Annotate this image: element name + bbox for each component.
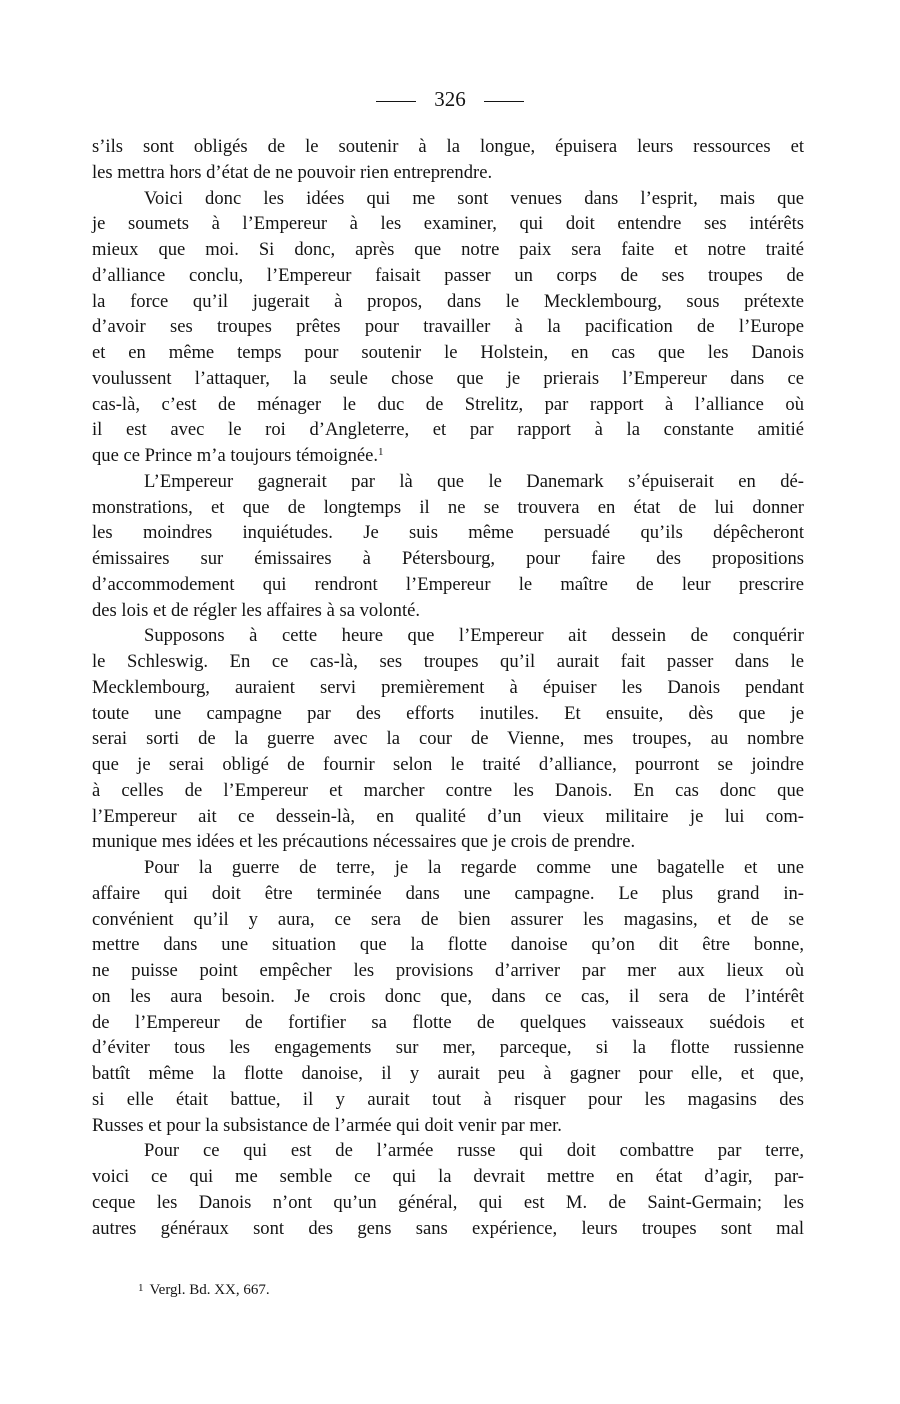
- footnote-mark: 1: [138, 1282, 144, 1294]
- text-line: que je serai obligé de fournir selon le traité d’alliance, pourront se joindre: [92, 754, 804, 775]
- text-line: on les aura besoin. Je crois donc que, dans ce cas, il sera de l’intérêt: [92, 985, 804, 1007]
- footnote-reference: 1: [378, 446, 384, 458]
- text-line: s’ils sont obligés de le soutenir à la longue, épuisera leurs ressources et: [92, 136, 804, 157]
- text-line: l’Empereur ait ce dessein-là, en qualité d’un vieux militaire je lui com-: [92, 805, 804, 827]
- header-rule-right: [484, 101, 524, 102]
- text-line: il est avec le roi d’Angleterre, et par rapport à la constante amitié: [92, 419, 804, 441]
- text-line: si elle était battue, il y aurait tout à risquer pour les magasins des: [92, 1088, 804, 1110]
- page-number: 326: [434, 87, 466, 111]
- page-header: [0, 84, 900, 114]
- text-line: mieux que moi. Si donc, après que notre paix sera faite et notre traité: [92, 239, 804, 260]
- text-line: d’accommodement qui rendront l’Empereur le maître de leur prescrire: [92, 573, 804, 595]
- text-line: des lois et de régler les affaires à sa volonté.: [92, 599, 421, 621]
- footnote-text: Vergl. Bd. XX, 667.: [149, 1282, 270, 1298]
- paragraph: [92, 469, 804, 624]
- text-line: Supposons à cette heure que l’Empereur ait dessein de conquérir: [144, 625, 804, 647]
- text-line: affaire qui doit être terminée dans une campagne. Le plus grand in-: [92, 882, 804, 904]
- paragraph: [92, 623, 804, 855]
- text-line: que ce Prince m’a toujours témoignée.$^1$: [92, 445, 384, 466]
- paragraph: [92, 134, 804, 186]
- text-line: de l’Empereur de fortifier sa flotte de quelques vaisseaux suédois et: [92, 1011, 804, 1033]
- paragraph: [92, 1138, 804, 1241]
- text-line: ne puisse point empêcher les provisions d’arriver par mer aux lieux où: [92, 960, 804, 981]
- text-line: le Schleswig. En ce cas-là, ses troupes qu’il aurait fait passer dans le: [92, 651, 804, 672]
- paragraph: [92, 186, 804, 469]
- text-line: convénient qu’il y aura, ce sera de bien assurer les magasins, et de se: [92, 908, 804, 930]
- text-line: les mettra hors d’état de ne pouvoir rien entreprendre.: [92, 161, 493, 183]
- text-line: voici ce qui me semble ce qui la devrait mettre en état d’agir, par-: [92, 1166, 804, 1187]
- header-rule-left: [376, 101, 416, 102]
- text-line: à celles de l’Empereur et marcher contre les Danois. En cas donc que: [92, 779, 804, 801]
- text-line: d’avoir ses troupes prêtes pour travailler à la pacification de l’Europe: [92, 316, 804, 338]
- text-line: les moindres inquiétudes. Je suis même persuadé qu’ils dépêcheront: [92, 522, 804, 544]
- text-line: Pour ce qui est de l’armée russe qui doit combattre par terre,: [144, 1140, 804, 1162]
- text-line: la force qu’il jugerait à propos, dans le Mecklembourg, sous prétexte: [92, 290, 804, 312]
- text-line: je soumets à l’Empereur à les examiner, qui doit entendre ses intérêts: [92, 213, 804, 235]
- text-line: munique mes idées et les précautions nécessaires que je crois de prendre.: [92, 831, 636, 853]
- text-line: mettre dans une situation que la flotte danoise qu’on dit être bonne,: [92, 934, 804, 956]
- text-line: ceque les Danois n’ont qu’un général, qui est M. de Saint-Germain; les: [92, 1191, 804, 1213]
- text-line: autres généraux sont des gens sans expérience, leurs troupes sont mal: [92, 1217, 804, 1239]
- text-line: émissaires sur émissaires à Pétersbourg, pour faire des propositions: [92, 548, 804, 569]
- text-line: d’alliance conclu, l’Empereur faisait passer un corps de ses troupes de: [92, 264, 804, 286]
- text-line: serai sorti de la guerre avec la cour de Vienne, mes troupes, au nombre: [92, 728, 804, 750]
- text-line: voulussent l’attaquer, la seule chose que je prierais l’Empereur dans ce: [92, 367, 804, 389]
- text-line: monstrations, et que de longtemps il ne se trouvera en état de lui donner: [92, 496, 804, 518]
- text-line: Pour la guerre de terre, je la regarde comme une bagatelle et une: [144, 857, 804, 878]
- text-line: d’éviter tous les engagements sur mer, parceque, si la flotte russienne: [92, 1037, 804, 1059]
- text-line: battît même la flotte danoise, il y aurait peu à gagner pour elle, et que,: [92, 1063, 804, 1084]
- paragraph: [92, 855, 804, 1138]
- text-line: cas-là, c’est de ménager le duc de Strelitz, par rapport à l’alliance où: [92, 393, 804, 415]
- text-line: L’Empereur gagnerait par là que le Danemark s’épuiserait en dé-: [144, 470, 804, 492]
- text-line: Voici donc les idées qui me sont venues dans l’esprit, mais que: [144, 187, 804, 209]
- text-line: Mecklembourg, auraient servi premièrement à épuiser les Danois pendant: [92, 676, 804, 698]
- text-line: toute une campagne par des efforts inutiles. Et ensuite, dès que je: [92, 702, 804, 724]
- footnote: [138, 1277, 738, 1301]
- body-text: [92, 134, 804, 1241]
- text-line: Russes et pour la subsistance de l’armée qui doit venir par mer.: [92, 1114, 562, 1136]
- text-line: et en même temps pour soutenir le Holstein, en cas que les Danois: [92, 342, 804, 363]
